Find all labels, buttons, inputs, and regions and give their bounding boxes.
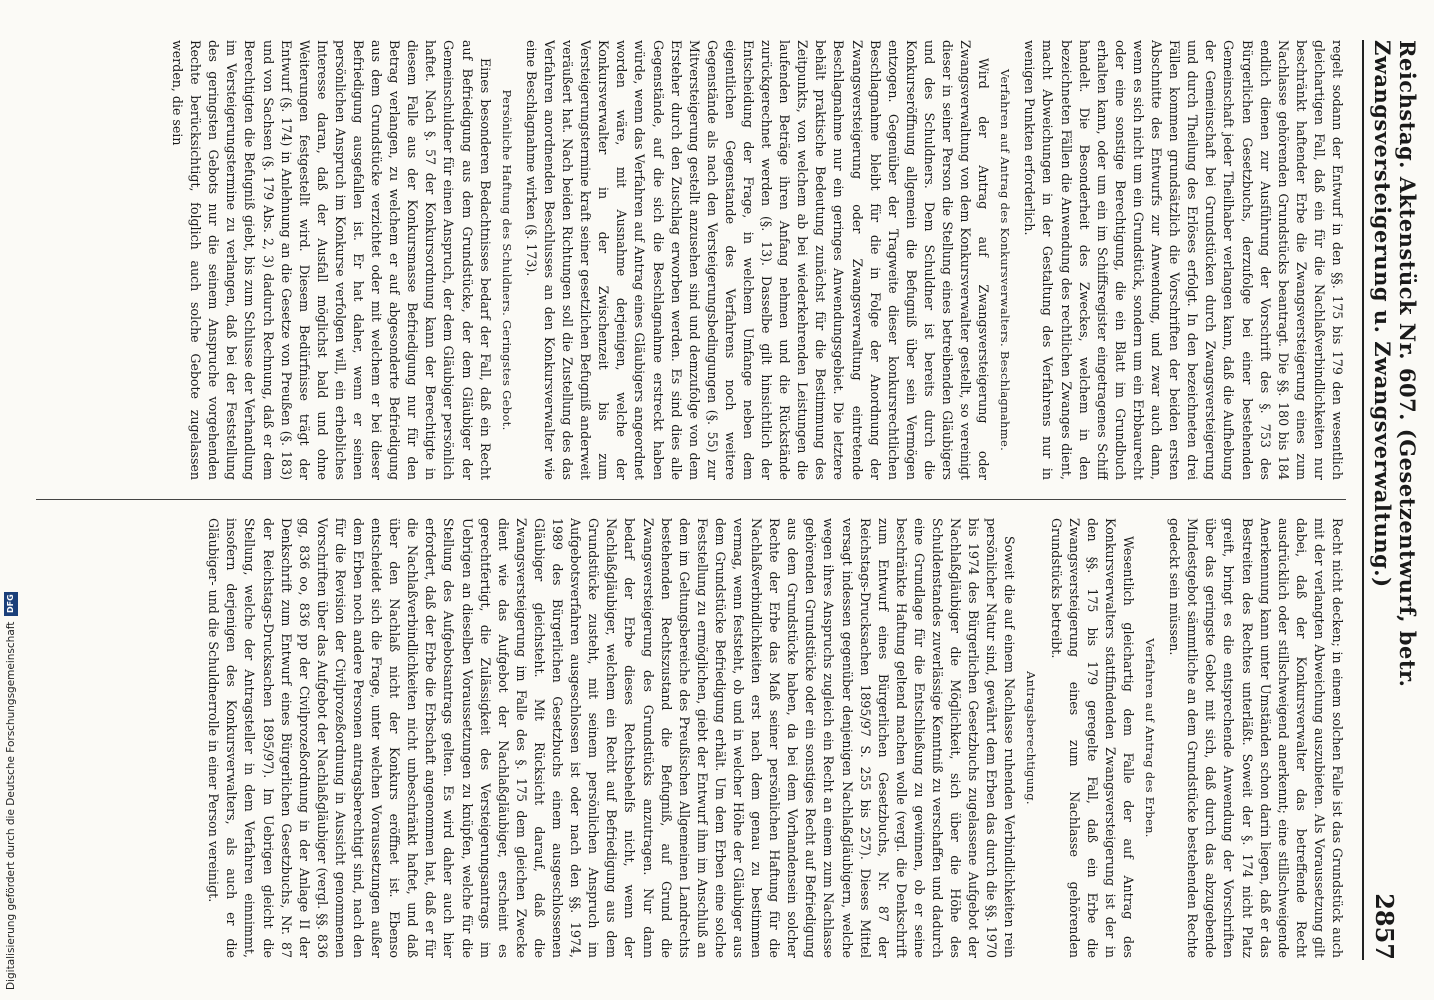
paragraph: Recht nicht decken; in einem solchen Falle ist das Grundstück auch mit der verlangten Abweichung auszubieten. Als Voraussetzung gilt dabei, daß der Konkursverwalter das betreffende Recht ausdrücklich oder stillschweigend anerkennt; eine stillschweigende Anerkennung kann unter Umständen schon darin liegen, daß er das Bestreiten des Rechtes unterläßt. Soweit der §. 174 nicht Platz greift, bringt es die entsprechende Anwendung der Vorschriften über das geringste Gebot mit sich, daß durch das abzugebende Mindestgebot sämmtliche an dem Grundstücke bestehenden Rechte gedeckt sein müssen. xyxy=(1167,518,1345,958)
paragraph: Wesentlich gleichartig dem Falle der auf Antrag des Konkursverwalters stattfindenden Zwangsversteigerung ist der in den §§. 175 bis 179 geregelte Fall, daß ein Erbe die Zwangsversteigerung eines zum Nachlasse gehörenden Grundstücks betreibt. xyxy=(1048,518,1136,958)
header-title: Reichstag. Aktenstück Nr. 607. (Gesetzentwurf, betr. Zwangsversteigerung u. Zwangsverwaltung.) xyxy=(1370,40,1420,688)
paragraph: Eines besonderen Bedachtnisses bedarf der Fall, daß ein Recht auf Befriedigung aus dem Grundstücke, der dem Gläubiger der Gemeinschuldner für einen Anspruch, der dem Gläubiger persönlich haftet. Nach §. 57 der Konkursordnung kann der Berechtigte in diesem Falle aus der Konkursmasse Befriedigung nur für den Betrag verlangen, zu welchem er auf abgesonderte Befriedigung aus dem Grundstücke verzichtet oder mit welchem er bei dieser Befriedigung ausgefallen ist. Er hat daher, wenn er seinen persönlichen Anspruch im Konkurse verfolgen will, ein erhebliches Interesse daran, daß der Ausfall möglichst bald und ohne Weiterungen festgestellt wird. Diesem Bedürfnisse trägt der Entwurf (§. 174) in Anlehnung an die Gesetze von Preußen (§. 183) und von Sachsen (§. 179 Abs. 2, 3) dadurch Rechnung, daß er dem Berechtigten die Befugniß giebt, bis zum Schlusse der Verhandlung im Versteigerungstermine zu verlangen, daß bei der Feststellung des geringsten Gebots nur die seinem Anspruche vorgehenden Rechte berücksichtigt, folglich auch solche Gebote zugelassen werden, die sein xyxy=(170,40,493,480)
page-header xyxy=(1362,40,1420,960)
digitization-text: Digitalisierung gefördert durch die Deutsche Forschungsgemeinschaft xyxy=(5,621,17,990)
left-column xyxy=(16,40,1346,480)
paragraph: regelt sodann der Entwurf in den §§. 175 bis 179 den wesentlich gleichartigen Fall, daß ein für die Nachlaßverbindlichkeiten nur beschränkt haftender Erbe die Zwangsversteigerung eines zum Nachlasse gehörenden Grundstücks beantragt. Die §§. 180 bis 184 endlich dienen zur Ausführung der Vorschrift des §. 753 des Bürgerlichen Gesetzbuchs, derzufolge bei einer bestehenden Gemeinschaft jeder Theilhaber verlangen kann, daß die Aufhebung der Gemeinschaft bei Grundstücken durch Zwangsversteigerung und durch Theilung des Erlöses erfolgt. In den bezeichneten drei Fällen kommen grundsätzlich die Vorschriften der beiden ersten Abschnitte des Entwurfs zur Anwendung, und zwar auch dann, wenn es sich nicht um ein Grundstück, sondern um ein Erbbaurecht oder eine sonstige Berechtigung, die ein Blatt im Grundbuch erhalten kann, oder um ein im Schiffsregister eingetragenes Schiff handelt. Die Besonderheit des Zweckes, welchem in den bezeichneten Fällen die Anwendung des rechtlichen Zwanges dient, macht Abweichungen in der Gestaltung des Verfahrens nur in wenigen Punkten erforderlich. xyxy=(1022,40,1345,480)
section-heading: Verfahren auf Antrag des Erben. xyxy=(1143,638,1158,838)
column-divider xyxy=(36,499,1346,500)
paragraph: Wird der Antrag auf Zwangsversteigerung oder Zwangsverwaltung von dem Konkursverwalter gestellt, so vereinigt dieser in seiner Person die Stellung eines betreibenden Gläubigers und des Schuldners. Dem Schuldner ist bereits durch die Konkurseröffnung allgemein die Befugniß über sein Vermögen entzogen. Gegenüber der Tragweite dieser konkursrechtlichen Beschlagnahme bleibt für die in Folge der Anordnung der Zwangsversteigerung oder Zwangsverwaltung eintretende Beschlagnahme nur ein geringes Anwendungsgebiet. Die letztere behält praktische Bedeutung zunächst für die Bestimmung des Zeitpunkts, von welchem ab bei wiederkehrenden Leistungen die laufenden Beträge ihren Anfang nehmen und die Rückstände zurückgerechnet werden (§. 13). Dasselbe gilt hinsichtlich der Entscheidung der Frage, in welchem Umfange neben dem eigentlichen Gegenstande des Verfahrens noch weitere Gegenstände als nach den Versteigerungsbedingungen (§. 55) zur Mitversteigerung gestellt anzusehen sind und demzufolge von dem Ersteher durch den Zuschlag erworben werden. Es sind dies alle Gegenstände, auf die sich die Beschlagnahme erstreckt haben würde, wenn das Verfahren auf Antrag eines Gläubigers angeordnet worden wäre, mit Ausnahme derjenigen, welche der Konkursverwalter in der Zwischenzeit bis zum Versteigerungstermine kraft seiner gesetzlichen Befugniß anderweit veräußert hat. Nach beiden Richtungen soll die Zustellung des das Verfahren anordnenden Beschlusses an den Konkursverwalter wie eine Beschlagnahme wirken (§. 173). xyxy=(523,40,992,480)
dfg-logo: DFG xyxy=(4,592,18,616)
section-heading: Persönliche Haftung des Schuldners. Geringstes Gebot. xyxy=(499,89,514,431)
section-heading: Verfahren auf Antrag des Konkursverwalters. Beschlagnahme. xyxy=(998,68,1013,452)
paragraph: Soweit die auf einem Nachlasse ruhenden Verbindlichkeiten rein persönlicher Natur sind, gewährt dem Erben das durch die §§. 1970 bis 1974 des Bürgerlichen Gesetzbuchs zugelassene Aufgebot der Nachlaßgläubiger die Möglichkeit, sich über die Höhe des Schuldenstandes zuverlässige Kenntniß zu verschaffen und dadurch eine Grundlage für die Entschließung zu gewinnen, ob er seine beschränkte Haftung geltend machen wolle (vergl. die Denkschrift zum Entwurf eines Bürgerlichen Gesetzbuchs, Nr. 87 der Reichstags-Drucksachen 1895/97 S. 255 bis 257). Dieses Mittel versagt indessen gegenüber denjenigen Nachlaßgläubigern, welche wegen ihres Anspruchs zugleich ein Recht an einem zum Nachlasse gehörenden Grundstücke oder ein sonstiges Recht auf Befriedigung aus dem Grundstücke haben, da bei dem Vorhandensein solcher Rechte der Erbe das Maß seiner persönlichen Haftung für die Nachlaßverbindlichkeiten erst nach dem genau zu bestimmen vermag, wenn feststeht, ob und in welcher Höhe der Gläubiger aus dem Grundstücke Befriedigung erhält. Um dem Erben eine solche Feststellung zu ermöglichen, giebt der Entwurf ihm im Anschluß an dem im Geltungsbereiche des Preußischen Allgemeinen Landrechts bestehenden Rechtszustand die Befugniß, auf Grund die Zwangsversteigerung des Grundstücks anzutragen. Nur dann bedarf der Erbe dieses Rechtsbehelfs nicht, wenn der Nachlaßgläubiger, welchem ein Recht auf Befriedigung aus dem Grundstücke zusteht, mit seinem persönlichen Anspruch im Aufgebotsverfahren ausgeschlossen ist oder nach den §§. 1974, 1989 des Bürgerlichen Gesetzbuchs einem ausgeschlossenen Gläubiger gleichsteht. Mit Rücksicht darauf, daß die Zwangsversteigerung im Falle des §. 175 dem gleichen Zwecke dient wie das Aufgebot der Nachlaßgläubiger, erscheint es gerechtfertigt, die Zulässigkeit des Versteigerungsantrags im Uebrigen an dieselben Voraussetzungen zu knüpfen, welche für die Stellung des Aufgebotsantrags gelten. Es wird daher auch hier erfordert, daß der Erbe die Erbschaft angenommen hat, daß er für die Nachlaßverbindlichkeiten nicht unbeschränkt haftet, und daß über den Nachlaß nicht der Konkurs eröffnet ist. Ebenso entscheidet sich die Frage, unter welchen Voraussetzungen außer dem Erben noch andere Personen antragsberechtigt sind, nach den für die Revision der Civilprozeßordnung in Aussicht genommenen Vorschriften über das Aufgebot der Nachlaßgläubiger (vergl. §§. 836 gg, 836 oo, 836 pp der Civilprozeßordnung in der Anlage II der Denkschrift zum Entwurf eines Bürgerlichen Gesetzbuchs, Nr. 87 der Reichstags-Drucksachen 1895/97). Im Uebrigen gleicht die Stellung, welche der Antragsteller in dem Verfahren einnimmt, insofern derjenigen des Konkursverwalters, als auch er die Gläubiger- und die Schuldnerrolle in einer Person vereinigt. xyxy=(206,518,1018,958)
digitization-note xyxy=(1,520,21,990)
section-heading: Antragsberechtigung. xyxy=(1024,671,1039,805)
page-number: 2857 xyxy=(1370,893,1399,960)
right-column xyxy=(16,518,1346,958)
